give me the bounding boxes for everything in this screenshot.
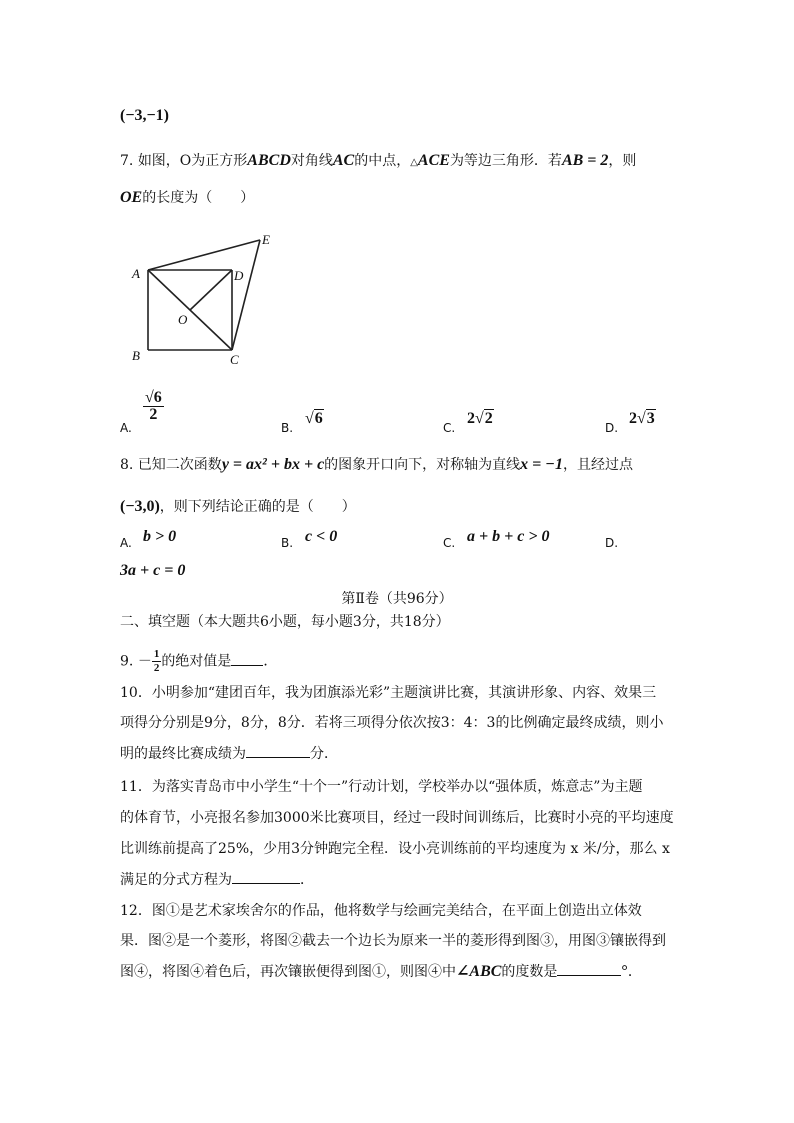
q7-option-c-label: C. xyxy=(443,421,456,435)
segment-od xyxy=(190,270,232,310)
q7-condition: AB = 2 xyxy=(561,152,609,169)
segment-ec xyxy=(232,240,260,350)
q8-option-a-label: A. xyxy=(120,536,132,550)
q10-text: 明的最终比赛成绩为 xyxy=(120,746,246,762)
q9-denominator: 2 xyxy=(153,662,160,674)
q7-option-b-value: √6 xyxy=(305,410,323,427)
section2-heading: 二、填空题（本大题共6小题，每小题3分，共18分） xyxy=(120,614,450,630)
q11-end: ． xyxy=(300,872,314,888)
q9-answer-blank[interactable] xyxy=(231,651,263,666)
q7-text-2: 的长度为（ ） xyxy=(142,190,255,206)
section-title: 第Ⅱ卷（共96分） xyxy=(341,591,453,607)
q7-option-a-value xyxy=(143,390,164,423)
label-a: A xyxy=(132,266,140,281)
q7-line2 xyxy=(120,188,254,208)
q7-oe: OE xyxy=(120,189,143,206)
q11-line4 xyxy=(120,869,314,890)
label-c: C xyxy=(230,352,239,367)
q8-option-a-value: b > 0 xyxy=(143,528,177,545)
q9-text: 的绝对值是 xyxy=(161,653,232,670)
q9-numerator: 1 xyxy=(153,648,160,660)
q9-minus: － xyxy=(137,653,152,670)
q12-line3 xyxy=(120,961,642,982)
q8-number: 8. xyxy=(120,457,134,473)
q7-b-radicand: 6 xyxy=(314,410,323,427)
q7-triangle: ACE xyxy=(417,152,450,169)
q8-text-c: ，且经过点 xyxy=(562,457,633,473)
q7-option-b-label: B. xyxy=(281,421,294,435)
q12-line1: 12．图①是艺术家埃舍尔的作品，他将数学与绘画完美结合，在平面上创造出立体效 xyxy=(120,903,642,919)
q7-text-e: ，则 xyxy=(608,153,637,169)
q8-line2 xyxy=(120,497,356,517)
q8-point: (−3,0) xyxy=(120,498,160,515)
q12-line2: 果．图②是一个菱形，将图②截去一个边长为原来一半的菱形得到图③，用图③镶嵌得到 xyxy=(120,933,666,949)
q8-text-b: 的图象开口向下，对称轴为直线 xyxy=(324,457,521,473)
q12-end: ． xyxy=(627,964,642,980)
q11-line2: 的体育节，小亮报名参加3000米比赛项目，经过一段时间训练后，比赛时小亮的平均速度 xyxy=(120,810,674,826)
q12-text-b: 的度数是 xyxy=(501,964,558,980)
q12-angle: ∠ABC xyxy=(456,963,502,980)
q7-c-coef: 2 xyxy=(467,410,475,427)
q9-end: ． xyxy=(263,653,278,670)
q7-square-name: ABCD xyxy=(247,152,291,169)
q10-end: 分． xyxy=(310,746,338,762)
q7-c-radicand: 2 xyxy=(484,410,493,427)
q8-option-b-value: c < 0 xyxy=(305,528,338,545)
q10-line2: 项得分分别是9分，8分，8分．若将三项得分依次按3：4：3的比例确定最终成绩，则小 xyxy=(120,715,664,731)
q10-line1: 10．小明参加“建团百年，我为团旗添光彩”主题演讲比赛，其演讲形象、内容、效果三 xyxy=(120,685,657,701)
q8-option-d-label: D. xyxy=(605,536,619,550)
q8-text-a: 已知二次函数 xyxy=(137,457,222,473)
q7-text-b: 对角线 xyxy=(290,153,333,169)
q8-function: y = ax² + bx + c xyxy=(221,456,325,473)
q8-option-d-value: 3a + c = 0 xyxy=(120,562,186,579)
degree-symbol: ° xyxy=(621,963,628,980)
q12-answer-blank[interactable] xyxy=(557,961,621,976)
q10-answer-blank[interactable] xyxy=(246,743,310,758)
q11-answer-blank[interactable] xyxy=(232,869,300,884)
q7-diagonal: AC xyxy=(332,152,355,169)
label-e: E xyxy=(262,232,270,247)
point-text: (−3,−1) xyxy=(120,107,169,124)
q8-option-b-label: B. xyxy=(281,536,294,550)
q11-text: 满足的分式方程为 xyxy=(120,872,232,888)
q7-text-a: 如图，O为正方形 xyxy=(137,153,248,169)
q10-line3 xyxy=(120,743,338,764)
triangle-symbol: △ xyxy=(410,157,418,168)
label-o: O xyxy=(178,312,188,327)
q7-option-c-value: 2√2 xyxy=(467,410,493,427)
q7-option-d-label: D. xyxy=(605,421,619,435)
answer-point xyxy=(120,106,169,126)
q9-line xyxy=(120,648,277,675)
label-b: B xyxy=(132,348,140,363)
q7-text-d: 为等边三角形．若 xyxy=(449,153,562,169)
q7-d-coef: 2 xyxy=(629,410,637,427)
q8-option-c-label: C. xyxy=(443,536,456,550)
q7-a-numerator: √6 xyxy=(145,389,162,406)
q7-option-d-value: 2√3 xyxy=(629,410,655,427)
q7-line1 xyxy=(120,151,636,173)
q8-option-c-value: a + b + c > 0 xyxy=(467,528,550,545)
q9-fraction xyxy=(152,648,162,675)
q11-line1: 11．为落实青岛市中小学生“十个一”行动计划，学校举办以“强体质，炼意志”为主题 xyxy=(120,779,643,795)
q7-a-denominator: 2 xyxy=(149,406,158,423)
q7-text-c: 的中点， xyxy=(354,153,411,169)
q12-text: 图④，将图④着色后，再次镶嵌便得到图①，则图④中 xyxy=(120,964,456,980)
q11-line3: 比训练前提高了25%，少用3分钟跑完全程．设小亮训练前的平均速度为 x 米/分，那么 x xyxy=(120,841,670,857)
q9-number: 9. xyxy=(120,653,134,670)
q8-axis: x = −1 xyxy=(520,456,563,473)
q8-text-d: ，则下列结论正确的是（ ） xyxy=(159,499,356,515)
q7-d-radicand: 3 xyxy=(646,410,655,427)
q8-line1 xyxy=(120,455,633,475)
q7-option-a-label: A. xyxy=(120,421,132,435)
segment-ae xyxy=(148,240,260,270)
label-d: D xyxy=(234,268,244,283)
square-triangle-figure xyxy=(128,228,288,370)
q7-number: 7. xyxy=(120,153,134,169)
